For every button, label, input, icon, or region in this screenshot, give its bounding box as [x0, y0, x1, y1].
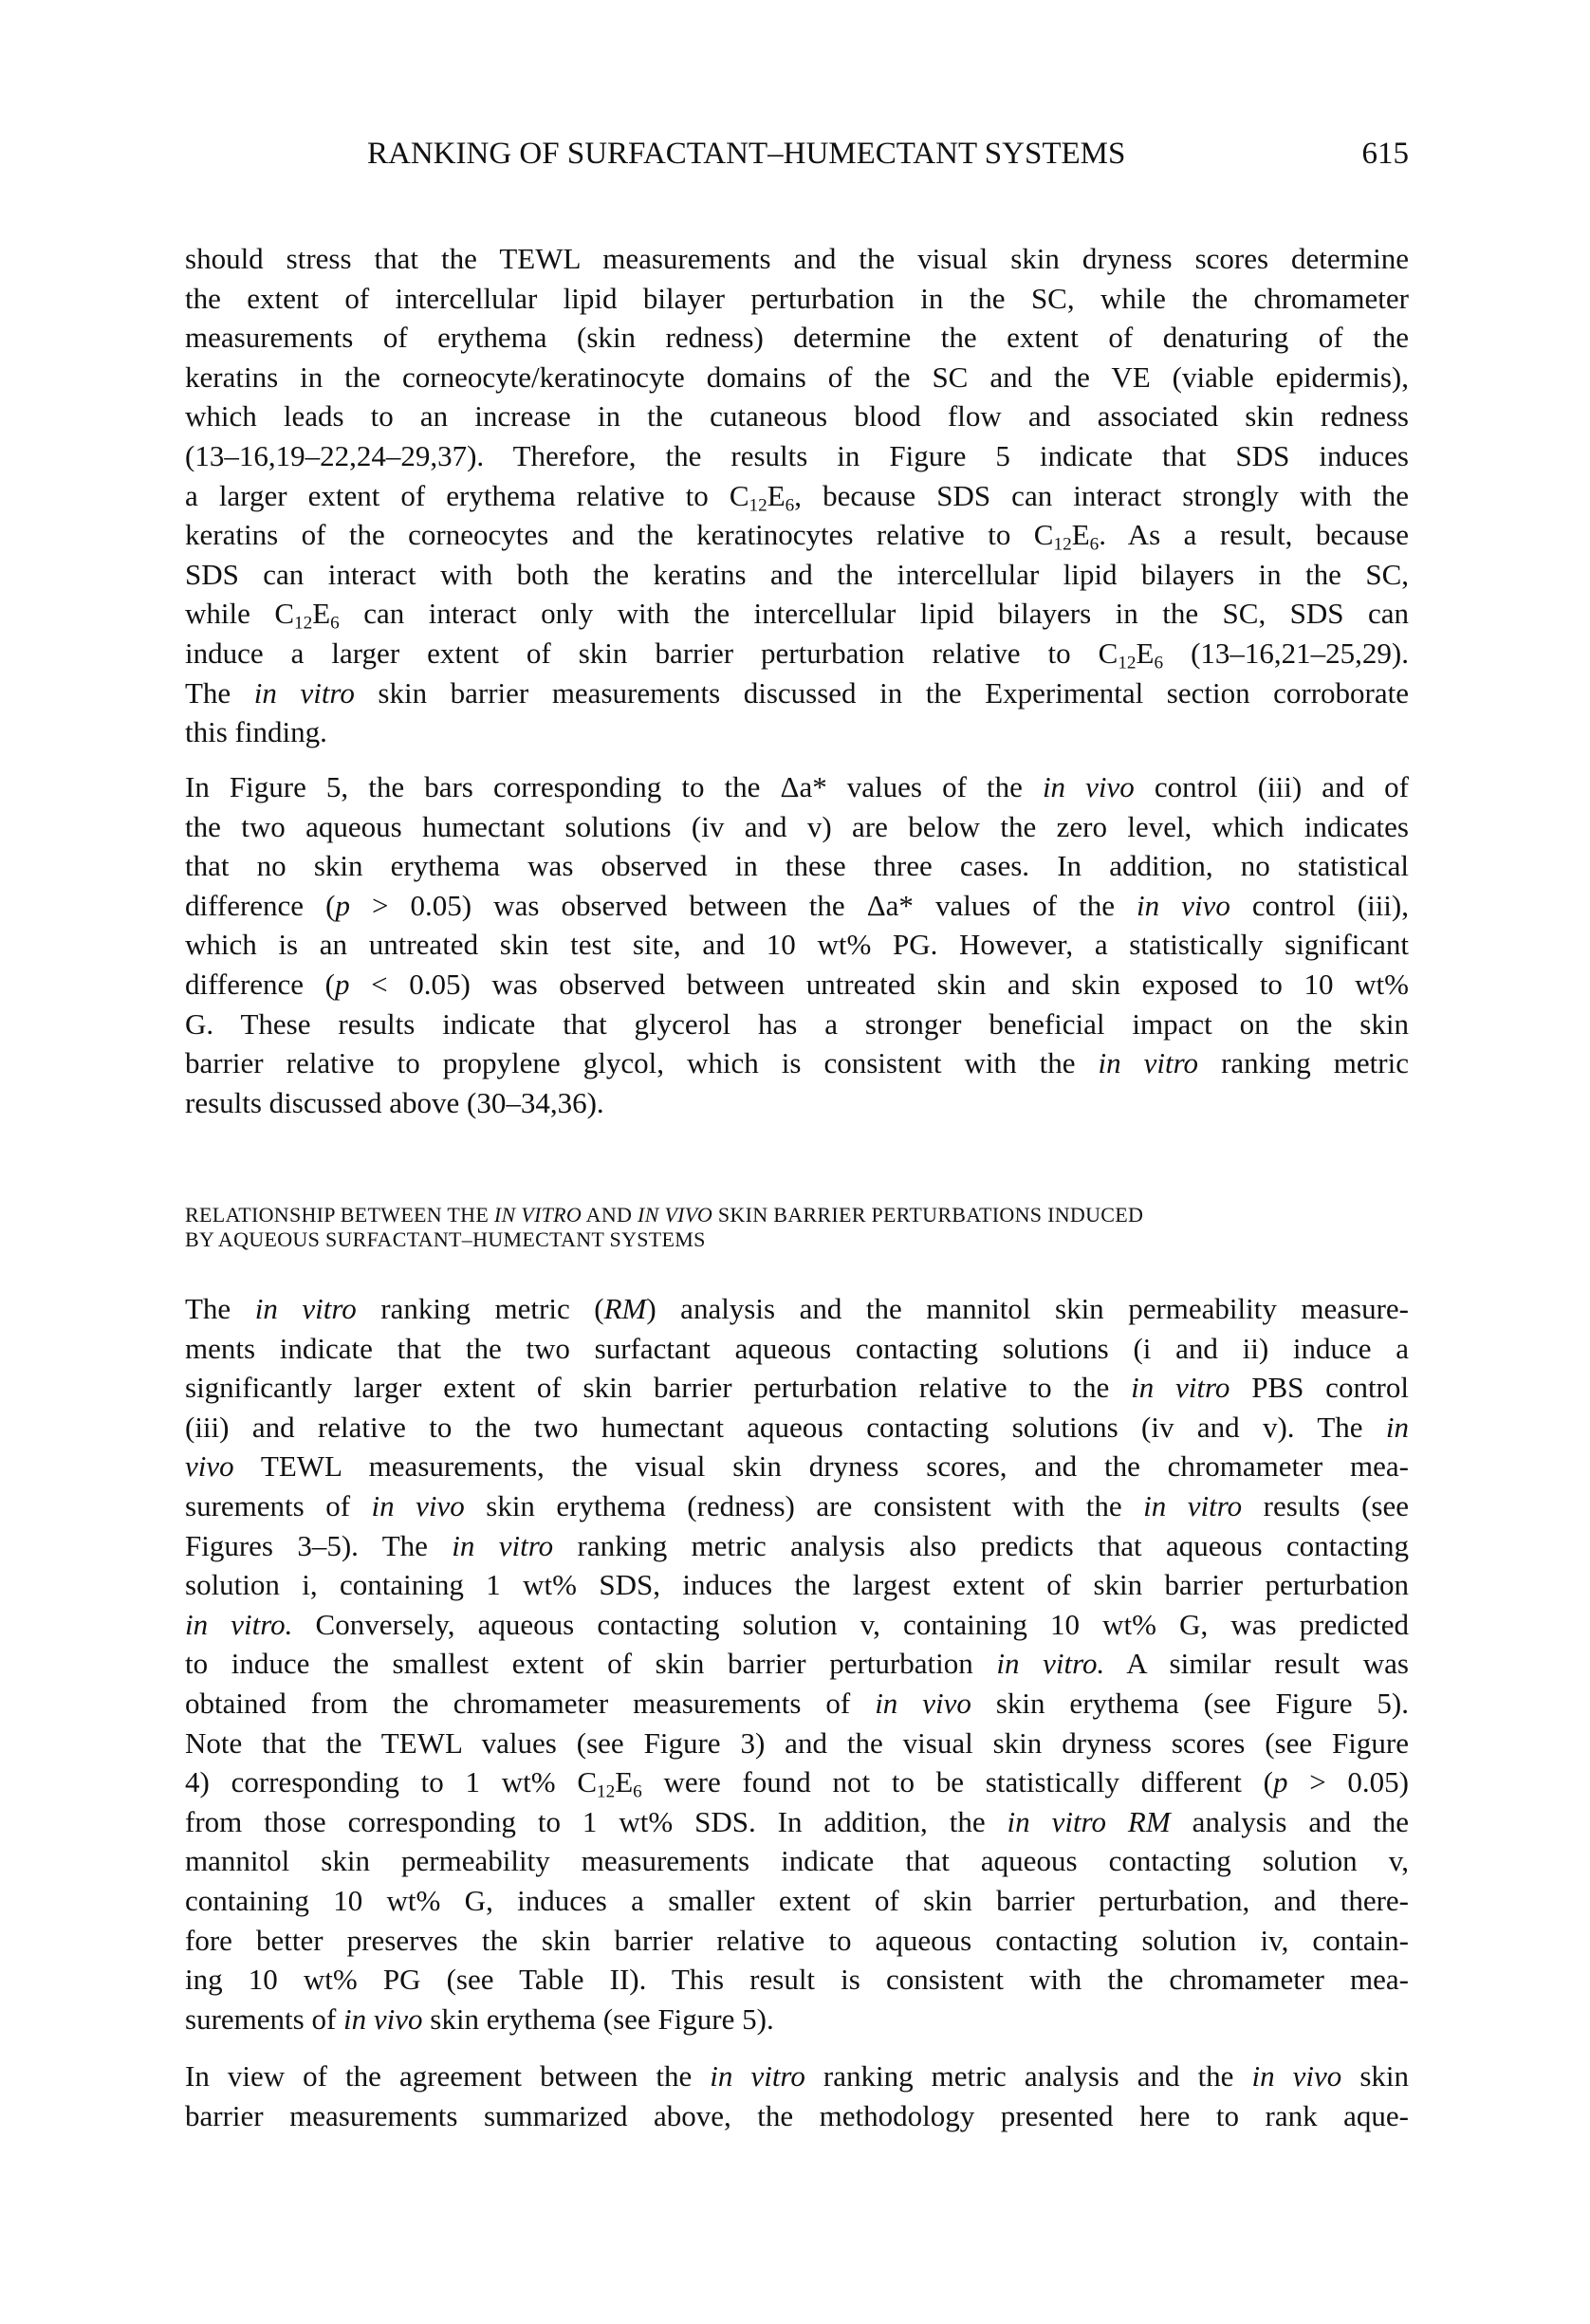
text-run: solution i, containing 1 wt% SDS, induces the largest extent of skin barrier perturbation	[185, 1568, 1409, 1602]
text-run: ) analysis and the mannitol skin permeability measure-	[646, 1292, 1409, 1325]
text-run: BY AQUEOUS SURFACTANT–HUMECTANT SYSTEMS	[185, 1227, 706, 1251]
page-number: 615	[1361, 137, 1409, 171]
subscript: 12	[294, 613, 313, 634]
text-run: results discussed above (30–34,36).	[185, 1085, 604, 1119]
text-line	[185, 965, 1409, 1005]
text-run: fore better preserves the skin barrier relative to aqueous contacting solution iv, contain-	[185, 1923, 1409, 1957]
text-run: TEWL measurements, the visual skin dryness scores, and the chromameter mea-	[233, 1449, 1409, 1484]
text-run: which is an untreated skin test site, and 10 wt% PG. However, a statistically significant	[185, 928, 1409, 962]
section-heading	[185, 1203, 1409, 1252]
text-line	[185, 1684, 1409, 1724]
italic-text: in vivo	[343, 2001, 423, 2036]
text-run: keratins of the corneocytes and the keratinocytes relative to C	[185, 518, 1054, 552]
text-run: , because SDS can interact strongly with the	[794, 478, 1409, 512]
text-run: which leads to an increase in the cutaneous blood flow and associated skin redness	[185, 399, 1409, 433]
text-line	[185, 1329, 1409, 1369]
italic-text: in vivo	[875, 1686, 971, 1720]
text-line	[185, 1960, 1409, 2000]
text-line	[185, 1802, 1409, 1842]
paragraph-1	[185, 239, 1409, 752]
italic-text: p	[1272, 1765, 1288, 1799]
text-run: < 0.05) was observed between untreated skin and skin exposed to 10 wt%	[349, 967, 1409, 1001]
text-run: ranking metric analysis and the	[804, 2059, 1252, 2093]
text-line	[185, 807, 1409, 847]
text-line	[185, 1447, 1409, 1486]
text-run: 4) corresponding to 1 wt% C	[185, 1765, 598, 1799]
text-run: induce a larger extent of skin barrier perturbation relative to C	[185, 636, 1119, 670]
text-run: In Figure 5, the bars corresponding to the Δa* values of the	[185, 770, 1043, 803]
italic-text: in vivo	[1042, 770, 1135, 803]
text-line	[185, 1526, 1409, 1566]
text-line	[185, 397, 1409, 436]
text-line	[185, 1644, 1409, 1684]
text-run: that no skin erythema was observed in these three cases. In addition, no statistical	[185, 849, 1409, 883]
text-run: Note that the TEWL values (see Figure 3) and the visual skin dryness scores (see Figure	[185, 1725, 1409, 1760]
text-line	[185, 1005, 1409, 1044]
italic-text: in vitro	[254, 1292, 357, 1325]
italic-text: p	[335, 888, 350, 922]
italic-text: in vitro.	[185, 1607, 293, 1641]
text-line	[185, 1486, 1409, 1526]
text-run: the extent of intercellular lipid bilayer perturbation in the SC, while the chromameter	[185, 281, 1409, 315]
italic-text: in vitro.	[996, 1647, 1105, 1681]
text-run: ments indicate that the two surfactant aqueous contacting solutions (i and ii) induce a	[185, 1331, 1409, 1365]
text-run: ranking metric analysis also predicts that aqueous contacting	[553, 1528, 1409, 1562]
text-run: E	[615, 1765, 634, 1799]
text-line	[185, 239, 1409, 279]
text-run: a larger extent of erythema relative to C	[185, 478, 749, 512]
subscript: 12	[749, 494, 767, 515]
text-line	[185, 436, 1409, 476]
text-run: surements of	[185, 1488, 372, 1522]
text-line	[185, 1605, 1409, 1645]
text-run: difference (	[185, 967, 336, 1001]
text-run: containing 10 wt% G, induces a smaller extent of skin barrier perturbation, and there-	[185, 1883, 1409, 1917]
text-line	[185, 925, 1409, 965]
text-run: control (iii) and of	[1134, 770, 1409, 803]
text-line	[185, 1289, 1409, 1329]
italic-text: in	[1385, 1410, 1409, 1444]
text-run: E	[312, 597, 331, 631]
text-run: PBS control	[1229, 1371, 1409, 1405]
text-line	[185, 673, 1409, 713]
text-run: skin erythema (redness) are consistent with the	[464, 1488, 1144, 1522]
text-run: skin barrier measurements discussed in the Experimental section corroborate	[354, 675, 1409, 710]
text-line	[185, 2000, 1409, 2039]
text-run: can interact only with the intercellular lipid bilayers in the SC, SDS can	[339, 597, 1409, 631]
text-line	[185, 634, 1409, 673]
text-run: to induce the smallest extent of skin barrier perturbation	[185, 1647, 997, 1681]
italic-text: in vivo	[1251, 2059, 1342, 2093]
text-run: G. These results indicate that glycerol has a stronger beneficial impact on the skin	[185, 1006, 1409, 1041]
text-run: E	[767, 478, 786, 512]
text-run: Conversely, aqueous contacting solution v, containing 10 wt% G, was predicted	[292, 1607, 1410, 1641]
text-run: keratins in the corneocyte/keratinocyte domains of the SC and the VE (viable epidermis),	[185, 360, 1409, 394]
subscript: 6	[633, 1781, 642, 1802]
text-line	[185, 1203, 1409, 1227]
italic-text: in vitro	[1143, 1488, 1243, 1522]
text-run: Figures 3–5). The	[185, 1528, 453, 1562]
text-run: ranking metric	[1198, 1046, 1409, 1080]
text-run: results (see	[1242, 1488, 1410, 1522]
text-run: E	[1136, 636, 1155, 670]
text-line	[185, 358, 1409, 397]
text-line	[185, 1227, 1409, 1252]
italic-text: in vitro	[452, 1528, 554, 1562]
text-run: AND	[582, 1203, 638, 1227]
italic-text: RM	[603, 1292, 647, 1325]
text-line	[185, 1408, 1409, 1448]
text-run: (iii) and relative to the two humectant aqueous contacting solutions (iv and v). The	[185, 1410, 1386, 1444]
text-run: control (iii),	[1229, 888, 1409, 922]
italic-text: in vivo	[371, 1488, 465, 1522]
text-run: ranking metric (	[356, 1292, 604, 1325]
text-line	[185, 2096, 1409, 2136]
text-run: E	[1071, 518, 1090, 552]
text-run: measurements of erythema (skin redness) determine the extent of denaturing of the	[185, 321, 1409, 355]
italic-text: IN VITRO	[493, 1203, 582, 1227]
text-line	[185, 1043, 1409, 1083]
paragraph-2	[185, 767, 1409, 1122]
text-line	[185, 555, 1409, 595]
text-run: barrier measurements summarized above, the methodology presented here to rank aque-	[185, 2098, 1409, 2132]
subscript: 6	[1154, 653, 1164, 673]
italic-text: IN VIVO	[638, 1203, 713, 1227]
text-run: skin erythema (see Figure 5).	[971, 1686, 1409, 1720]
text-run: SKIN BARRIER PERTURBATIONS INDUCED	[712, 1203, 1144, 1227]
text-run: skin erythema (see Figure 5).	[422, 2001, 774, 2036]
text-run: this finding.	[185, 715, 327, 749]
text-line	[185, 1921, 1409, 1961]
text-run: surements of	[185, 2001, 344, 2036]
paragraph-4	[185, 2057, 1409, 2135]
subscript: 6	[330, 613, 340, 634]
text-run: (13–16,19–22,24–29,37). Therefore, the results in Figure 5 indicate that SDS induces	[185, 438, 1409, 472]
text-line	[185, 318, 1409, 358]
paragraph-3	[185, 1289, 1409, 2038]
text-run: RELATIONSHIP BETWEEN THE	[185, 1203, 494, 1227]
text-line	[185, 886, 1409, 926]
text-line	[185, 1762, 1409, 1802]
text-run: In view of the agreement between the	[185, 2059, 711, 2093]
text-run: were found not to be statistically different (	[641, 1765, 1273, 1799]
text-run: > 0.05)	[1287, 1765, 1410, 1799]
text-run: The	[185, 1292, 255, 1325]
text-run: should stress that the TEWL measurements and the visual skin dryness scores determine	[185, 242, 1409, 275]
italic-text: in vitro	[253, 675, 355, 710]
text-run: while C	[185, 597, 295, 631]
text-run: skin	[1341, 2059, 1409, 2093]
text-run: ing 10 wt% PG (see Table II). This result is consistent with the chromameter mea-	[185, 1963, 1409, 1997]
italic-text: in vitro RM	[1007, 1804, 1171, 1838]
text-run: from those corresponding to 1 wt% SDS. In addition, the	[185, 1804, 1008, 1838]
subscript: 6	[1089, 534, 1100, 555]
text-line	[185, 767, 1409, 807]
text-line	[185, 279, 1409, 319]
text-run: (13–16,21–25,29).	[1163, 636, 1409, 670]
text-run: . As a result, because	[1099, 518, 1409, 552]
text-run: SDS can interact with both the keratins and the intercellular lipid bilayers in the SC,	[185, 557, 1409, 591]
text-line	[185, 712, 1409, 752]
running-head-title: RANKING OF SURFACTANT–HUMECTANT SYSTEMS	[367, 137, 1126, 171]
subscript: 12	[1118, 653, 1137, 673]
text-line	[185, 476, 1409, 516]
text-line	[185, 1565, 1409, 1605]
text-line	[185, 1724, 1409, 1763]
italic-text: in vitro	[1098, 1046, 1199, 1080]
text-run: The	[185, 675, 254, 710]
text-run: mannitol skin permeability measurements indicate that aqueous contacting solution v,	[185, 1844, 1409, 1878]
subscript: 12	[597, 1781, 616, 1802]
text-run: barrier relative to propylene glycol, which is consistent with the	[185, 1046, 1099, 1080]
italic-text: in vitro	[1131, 1371, 1230, 1405]
text-run: difference (	[185, 888, 336, 922]
text-run: the two aqueous humectant solutions (iv and v) are below the zero level, which indicates	[185, 809, 1409, 843]
text-line	[185, 594, 1409, 634]
text-line	[185, 2057, 1409, 2096]
italic-text: in vivo	[1137, 888, 1230, 922]
text-run: analysis and the	[1170, 1804, 1409, 1838]
text-line	[185, 1368, 1409, 1408]
text-line	[185, 846, 1409, 886]
subscript: 12	[1053, 534, 1072, 555]
text-run: > 0.05) was observed between the Δa* values of the	[349, 888, 1137, 922]
text-run: obtained from the chromameter measurements of	[185, 1686, 876, 1720]
italic-text: in vitro	[710, 2059, 805, 2093]
text-line	[185, 1841, 1409, 1881]
text-line	[185, 1083, 1409, 1123]
italic-text: vivo	[185, 1449, 234, 1484]
text-run: significantly larger extent of skin barrier perturbation relative to the	[185, 1371, 1132, 1405]
italic-text: p	[335, 967, 350, 1001]
text-line	[185, 515, 1409, 555]
text-line	[185, 1881, 1409, 1921]
subscript: 6	[785, 494, 795, 515]
text-run: A similar result was	[1104, 1647, 1409, 1681]
